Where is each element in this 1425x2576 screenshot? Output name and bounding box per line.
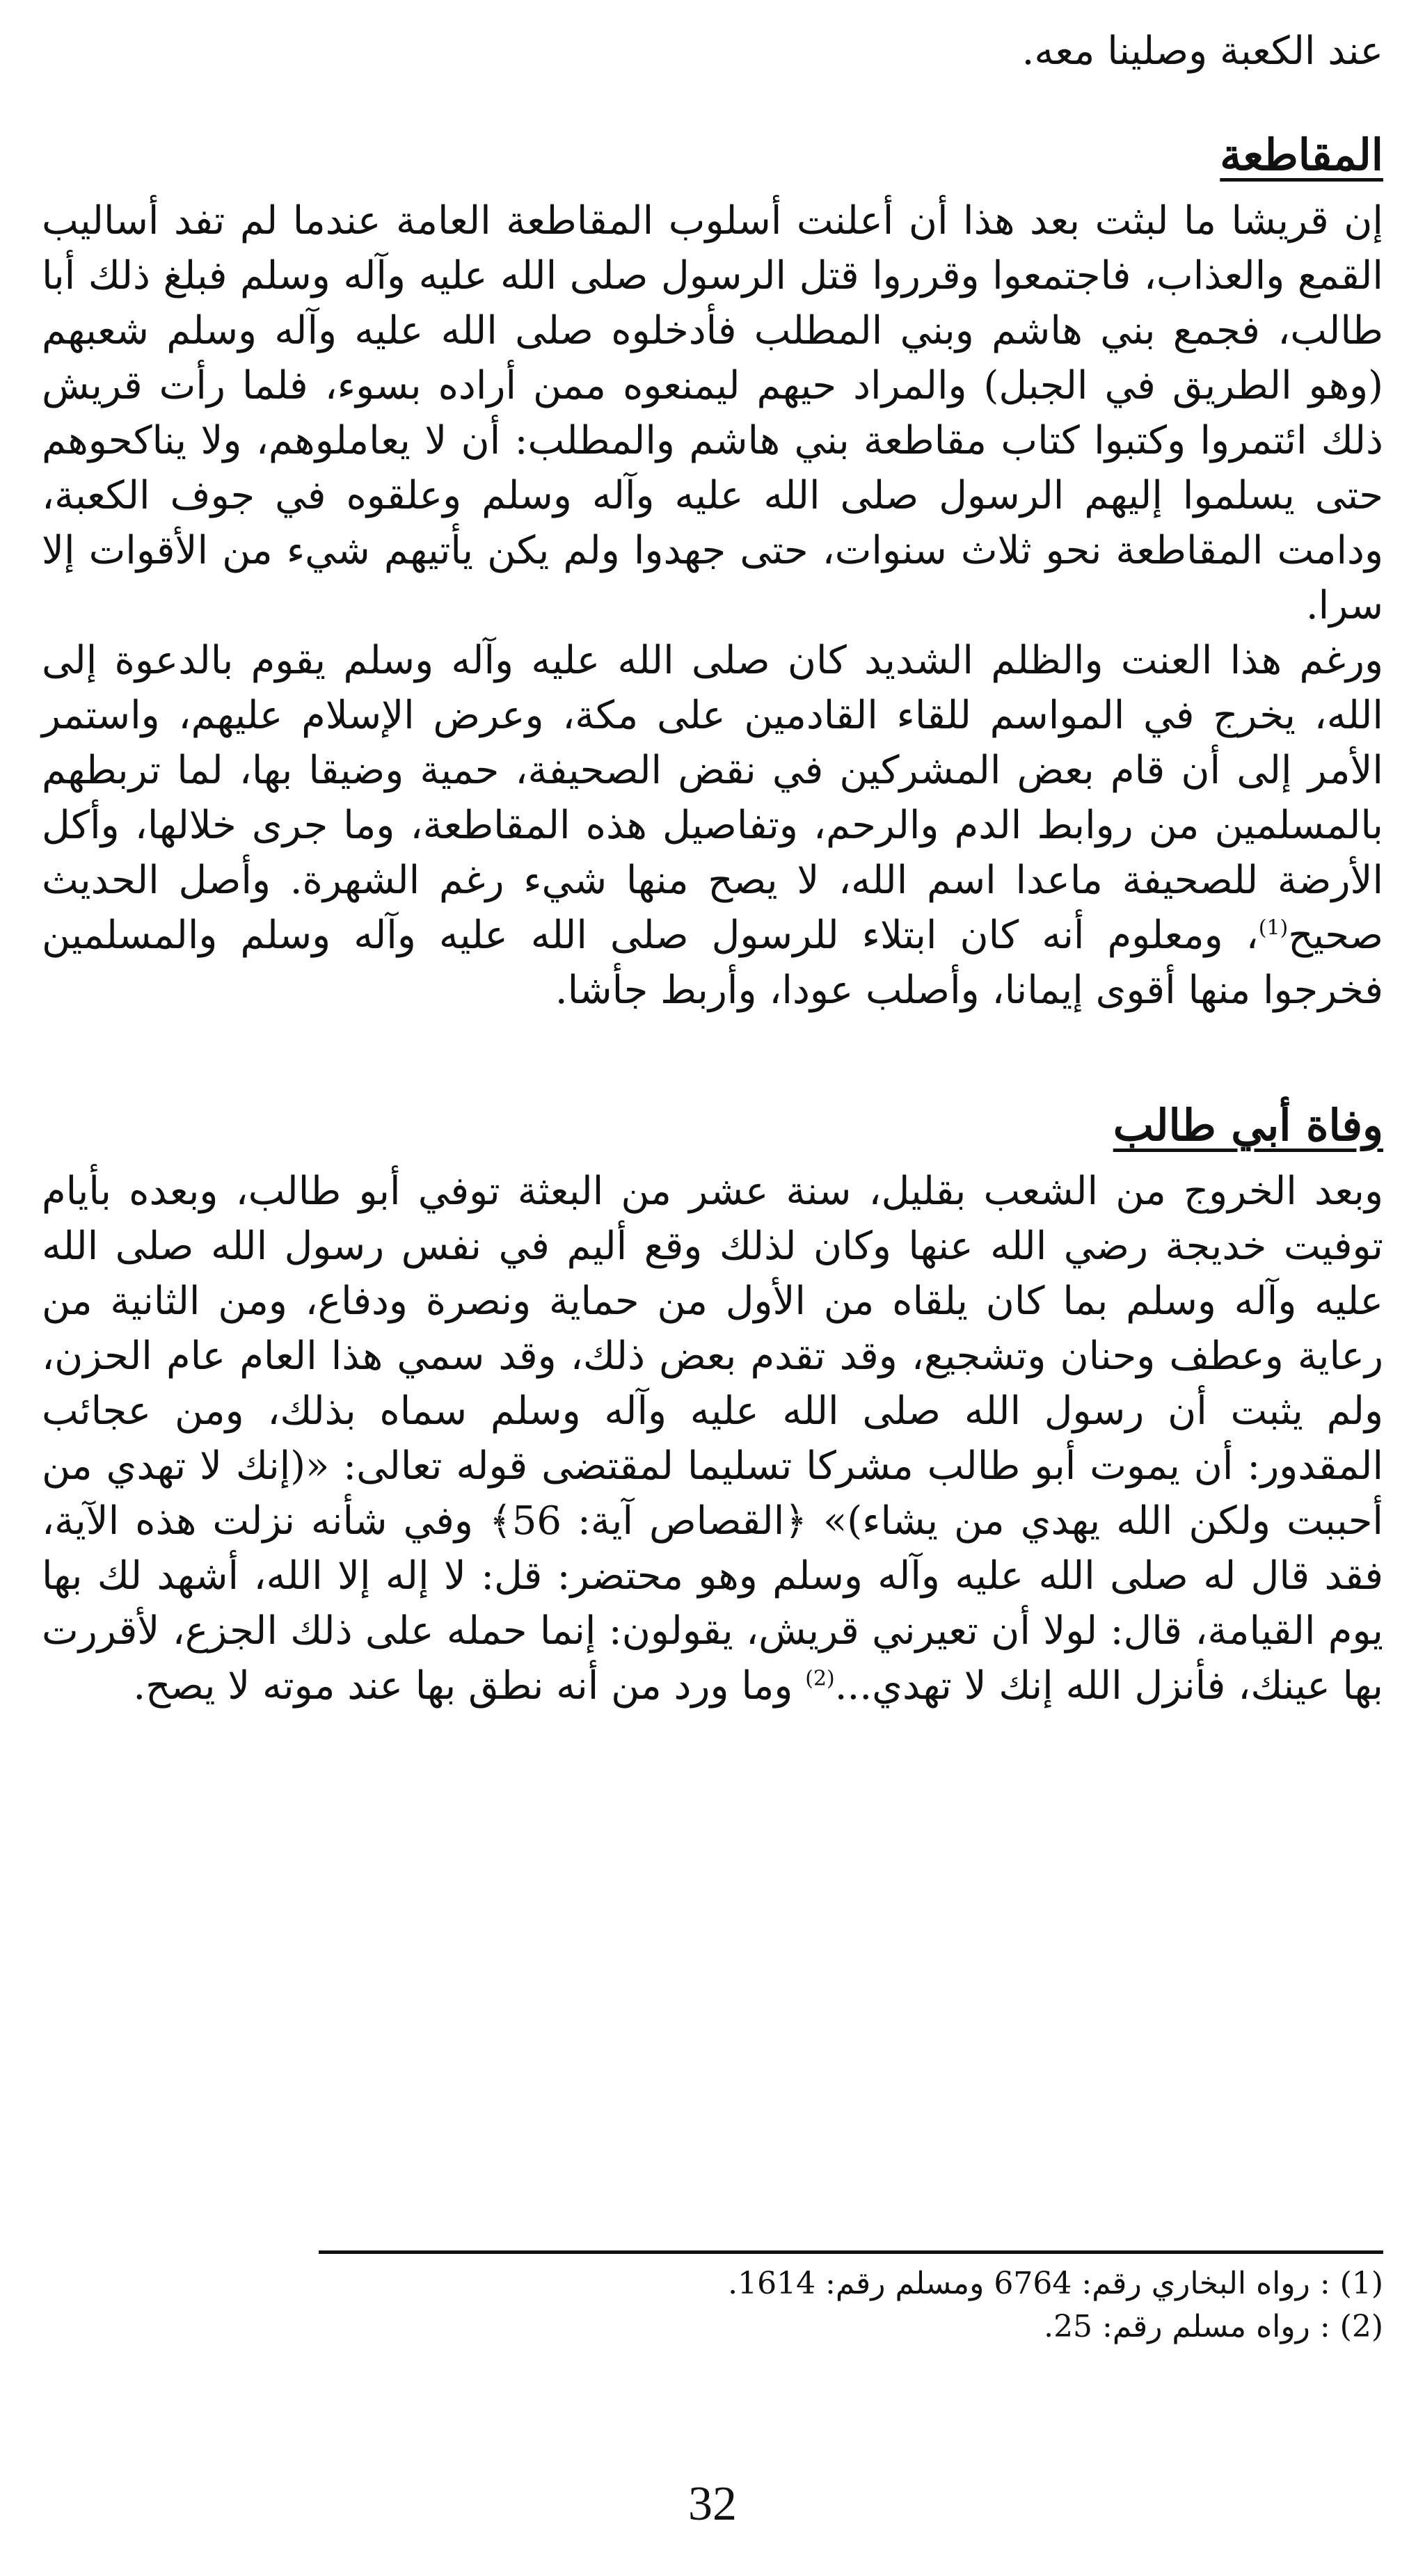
abu-talib-paragraph — [42, 1164, 1383, 1713]
footnote-1: (1) : رواه البخاري رقم: 6764 ومسلم رقم: 1614. — [728, 2266, 1383, 2301]
section-title-abu-talib: وفاة أبي طالب — [1113, 1100, 1383, 1151]
footnote-divider — [319, 2250, 1383, 2254]
page-body — [42, 21, 1383, 2576]
abu-talib-paragraph-tail: وما ورد من أنه نطق بها عند موته لا يصح. — [133, 1663, 806, 1709]
footnotes — [42, 2262, 1383, 2349]
boycott-paragraph-1: إن قريشا ما لبثت بعد هذا أن أعلنت أسلوب المقاطعة العامة عندما لم تفد أساليب القمع والعذاب، فاجتمعوا وقرروا قتل الرسول صلى الله عليه وآله وسلم فبلغ ذلك أبا طالب، فجمع بني هاشم وبني المطلب فأدخلوه صلى الله عليه وآله وسلم شعبهم (وهو الطريق في الجبل) والمراد حيهم ليمنعوه ممن أراده بسوء، فلما رأت قريش ذلك ائتمروا وكتبوا كتاب مقاطعة بني هاشم والمطلب: أن لا يعاملوهم، ولا يناكحوهم حتى يسلموا إليهم الرسول صلى الله عليه وآله وسلم وعلقوه في جوف الكعبة، ودامت المقاطعة نحو ثلاث سنوات، حتى جهدوا ولم يكن يأتيهم شيء من الأقوات إلا سرا. — [42, 198, 1383, 628]
page-number: 32 — [688, 2477, 737, 2531]
section-title-boycott: المقاطعة — [1220, 129, 1383, 180]
boycott-paragraph-2-tail: ، ومعلوم أنه كان ابتلاء للرسول صلى الله عليه وآله وسلم والمسلمين فخرجوا منها أقوى إيمانا، وأصلب عودا، وأربط جأشا. — [42, 913, 1383, 1013]
footnote-2: (2) : رواه مسلم رقم: 25. — [1044, 2309, 1383, 2344]
boycott-paragraph-2 — [42, 633, 1383, 1018]
footnote-ref-2: (2) — [805, 1666, 835, 1691]
footnote-ref-1: (1) — [1258, 915, 1289, 941]
continuation-line: عند الكعبة وصلينا معه. — [1021, 29, 1383, 74]
boycott-paragraph-2-text: ورغم هذا العنت والظلم الشديد كان صلى الله عليه وآله وسلم يقوم بالدعوة إلى الله، يخرج في المواسم للقاء القادمين على مكة، وعرض الإسلام عليهم، واستمر الأمر إلى أن قام بعض المشركين في نقض الصحيفة، حمية وضيقا بها، لما تربطهم بالمسلمين من روابط الدم والرحم، وتفاصيل هذه المقاطعة، وما جرى خلالها، وأكل الأرضة للصحيفة ماعدا اسم الله، لا يصح منها شيء رغم الشهرة. وأصل الحديث صحيح — [42, 638, 1383, 958]
abu-talib-paragraph-text: وبعد الخروج من الشعب بقليل، سنة عشر من البعثة توفي أبو طالب، وبعده بأيام توفيت خديجة رضي الله عنها وكان لذلك وقع أليم في نفس رسول الله صلى الله عليه وآله وسلم بما كان يلقاه من الأول من حماية ونصرة ودفاع، ومن الثانية من رعاية وعطف وحنان وتشجيع، وقد تقدم بعض ذلك، وقد سمي هذا العام عام الحزن، ولم يثبت أن رسول الله صلى الله عليه وآله وسلم سماه بذلك، ومن عجائب المقدور: أن يموت أبو طالب مشركا تسليما لمقتضى قوله تعالى: «(إنك لا تهدي من أحببت ولكن الله يهدي من يشاء)» ﴿القصاص آية: 56﴾ وفي شأنه نزلت هذه الآية، فقد قال له صلى الله عليه وآله وسلم وهو محتضر: قل: لا إله إلا الله، أشهد لك بها يوم القيامة، قال: لولا أن تعيرني قريش، يقولون: إنما حمله على ذلك الجزع، لأقررت بها عينك، فأنزل الله إنك لا تهدي... — [42, 1169, 1384, 1709]
